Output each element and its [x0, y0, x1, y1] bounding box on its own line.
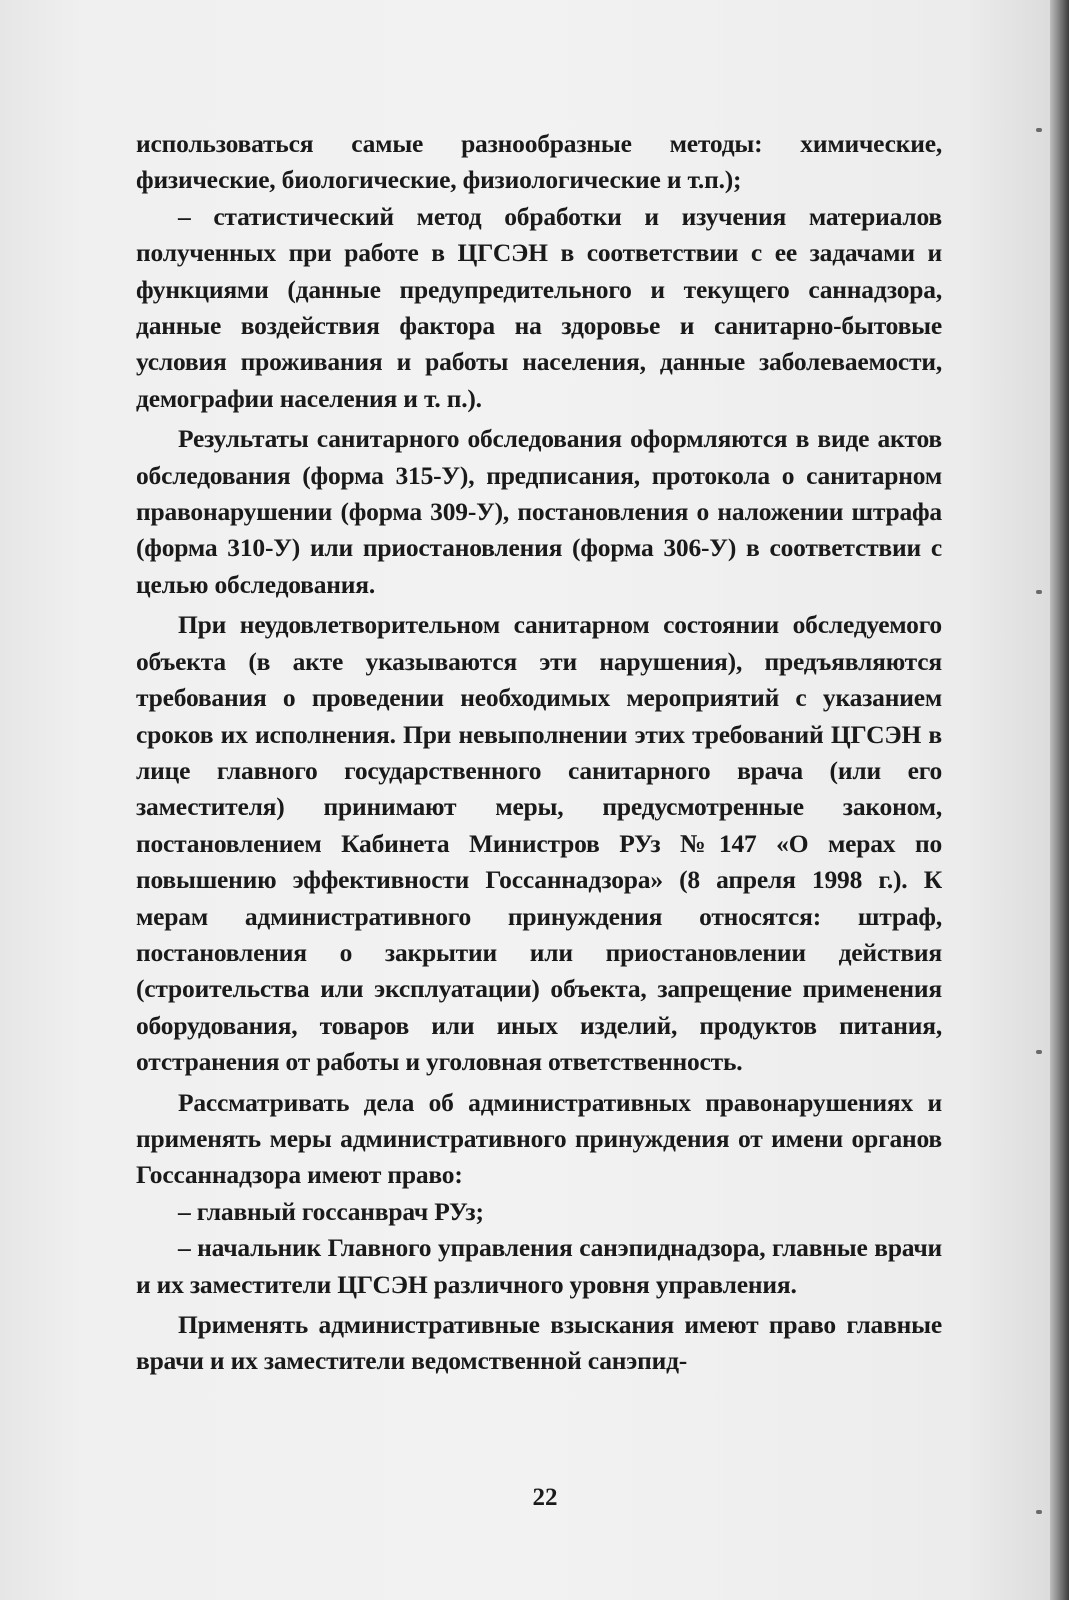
binding-stitch — [1036, 1050, 1042, 1054]
binding-edge — [1050, 0, 1069, 1600]
paragraph-8: Применять административные взыскания имеют право главные врачи и их заместители ведомственной санэпид- — [136, 1310, 942, 1376]
paragraph-4: При неудовлетворительном санитарном состоянии обследуемого объекта (в акте указываются эти нарушения), предъявляются требования о проведении необходимых мероприятий с указанием сроков их исполнения. При невыполнении этих требований ЦГСЭН в лице главного государственного санитарного врача (или его заместителя) принимают меры, предусмотренные законом, постановлением Кабинета Министров РУз №147 «О мерах по повышению эффективности Госсаннадзора» (8 апреля 1998 г.). К мерам административного принуждения относятся: штраф, постановления о закрытии или приостановлении действия (строительства или эксплуатации) объекта, запрещение применения оборудования, товаров или иных изделий, продуктов питания, отстранения от работы и уголовная ответственность. — [136, 610, 942, 1077]
binding-stitch — [1036, 590, 1042, 594]
binding-stitch — [1036, 128, 1042, 132]
paragraph-3: Результаты санитарного обследования оформляются в виде актов обследования (форма 315-У), предписания, протокола о санитарном правонарушении (форма 309-У), постановления о наложении штрафа (форма 310-У) или приостановления (форма 306-У) в соответствии с целью обследования. — [136, 424, 942, 599]
paragraph-6: – главный госсанврач РУз; — [178, 1196, 484, 1226]
paragraph-2: – статистический метод обработки и изучения материалов полученных при работе в ЦГСЭН в соответствии с ее задачами и функциями (данные предупредительного и текущего саннадзора, данные воздействия фактора на здоровье и санитарно-бытовые условия проживания и работы населения, данные заболеваемости, демографии населения и т. п.). — [136, 201, 942, 413]
body-text — [136, 126, 942, 1380]
paragraph-1: использоваться самые разнообразные методы: химические, физические, биологические, физиологические и т.п.); — [136, 129, 942, 195]
page-number: 22 — [532, 1484, 558, 1511]
paragraph-5: Рассматривать дела об административных правонарушениях и применять меры административного принуждения от имени органов Госсаннадзора имеют право: — [136, 1087, 942, 1190]
paragraph-7: – начальник Главного управления санэпиднадзора, главные врачи и их заместители ЦГСЭН различного уровня управления. — [136, 1233, 942, 1299]
binding-stitch — [1036, 1510, 1042, 1514]
